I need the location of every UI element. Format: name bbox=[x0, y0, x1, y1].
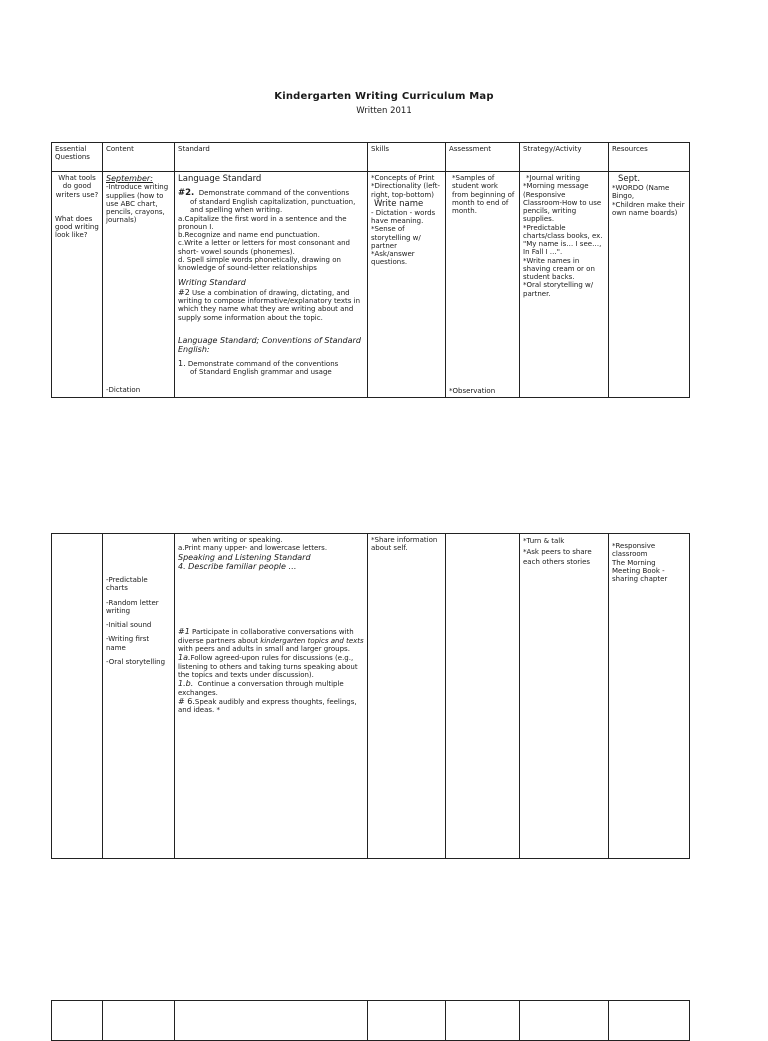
sl1-italic: kindergarten topics and texts bbox=[260, 636, 364, 645]
skills-cell bbox=[368, 172, 446, 398]
header-content: Content bbox=[103, 143, 175, 172]
table-row bbox=[52, 172, 690, 398]
standard-number: #2. bbox=[178, 188, 195, 199]
resource-morning-meeting: The Morning Meeting Book - sharing chapter bbox=[612, 558, 668, 583]
essential-questions-cell bbox=[52, 534, 103, 859]
assessment-cell bbox=[446, 534, 520, 859]
writing-standard-number: #2 bbox=[178, 287, 190, 297]
assessment-cell bbox=[446, 172, 520, 398]
content-oral-storytelling: -Oral storytelling bbox=[106, 657, 166, 666]
strategy-morning-message: *Morning message (Responsive Classroom-How to use pencils, writing supplies. bbox=[523, 182, 602, 224]
standard-item-d: d. Spell simple words phonetically, drawing on knowledge of sound-letter relationships bbox=[178, 255, 341, 273]
empty-cell bbox=[520, 1001, 609, 1041]
strategy-activity-cell bbox=[520, 172, 609, 398]
sl1a-text: Follow agreed-upon rules for discussions (e.g., listening to others and taking turns speaking about the topics and texts under discussion). bbox=[178, 654, 358, 679]
header-strategy-activity: Strategy/Activity bbox=[520, 143, 609, 172]
document-title: Kindergarten Writing Curriculum Map bbox=[274, 91, 494, 102]
table-row bbox=[52, 1001, 690, 1041]
resources-cell bbox=[609, 172, 690, 398]
sl6-number: # 6. bbox=[178, 696, 195, 706]
skill-questions: *Ask/answer questions. bbox=[371, 250, 415, 267]
empty-cell bbox=[368, 1001, 446, 1041]
conventions-text-cont: of Standard English grammar and usage bbox=[190, 368, 332, 377]
writing-standard-text: Use a combination of drawing, dictating, and writing to compose informative/explanatory texts in which they name what they are writing about and supply some information about the topic. bbox=[178, 288, 361, 322]
standard-text: Demonstrate command of the conventions bbox=[198, 189, 350, 198]
empty-cell bbox=[609, 1001, 690, 1041]
content-random-letter: -Random letter writing bbox=[106, 598, 159, 615]
resource-wordo: *WORDO (Name Bingo, bbox=[612, 184, 670, 201]
question-good-writing: What does good writing look like? bbox=[55, 214, 99, 240]
header-standard: Standard bbox=[175, 143, 368, 172]
curriculum-table-september bbox=[51, 142, 690, 398]
writing-standard-heading: Writing Standard bbox=[178, 278, 246, 288]
header-resources: Resources bbox=[609, 143, 690, 172]
resource-name-boards: *Children make their own name boards) bbox=[612, 200, 685, 217]
header-skills: Skills bbox=[368, 143, 446, 172]
sl6-text: Speak audibly and express thoughts, feelings, and ideas. * bbox=[178, 697, 357, 715]
empty-cell bbox=[175, 1001, 368, 1041]
conventions-text: Demonstrate command of the conventions bbox=[187, 359, 339, 368]
question-tools: What tools do good writers use? bbox=[55, 174, 99, 199]
essential-questions-cell bbox=[52, 172, 103, 398]
language-standard-heading: Language Standard bbox=[178, 174, 262, 184]
sl1b-number: 1.b. bbox=[178, 679, 194, 689]
skill-storytelling: *Sense of storytelling w/ partner bbox=[371, 225, 421, 250]
standard-text-cont: of standard English capitalization, punctuation, and spelling when writing. bbox=[190, 198, 356, 215]
strategy-oral-storytelling: *Oral storytelling w/ partner. bbox=[523, 281, 594, 298]
empty-cell bbox=[446, 1001, 520, 1041]
sl1-text-b: with peers and adults in small and larger groups. bbox=[178, 645, 350, 654]
sl1-number: #1 bbox=[178, 627, 190, 637]
standard-describe: 4. Describe familiar people … bbox=[178, 561, 297, 571]
standard-item-b: b.Recognize and name end punctuation. bbox=[178, 231, 320, 240]
curriculum-table-next bbox=[51, 1000, 690, 1041]
content-month: September: bbox=[106, 174, 153, 183]
assessment-observation: *Observation bbox=[449, 386, 496, 395]
header-essential-questions: Essential Questions bbox=[52, 143, 103, 172]
strategy-activity-cell bbox=[520, 534, 609, 859]
skill-directionality: *Directionality (left-right, top-bottom) bbox=[371, 182, 441, 199]
conventions-number: 1. bbox=[178, 358, 186, 368]
content-predictable-charts: -Predictable charts bbox=[106, 576, 148, 593]
empty-cell bbox=[52, 1001, 103, 1041]
content-writing-first-name: -Writing first name bbox=[106, 635, 150, 652]
standard-cell bbox=[175, 172, 368, 398]
resources-month: Sept. bbox=[618, 174, 641, 184]
content-cell bbox=[103, 534, 175, 859]
standard-item-c: c.Write a letter or letters for most consonant and short- vowel sounds (phonemes). bbox=[178, 239, 350, 256]
strategy-predictable-charts: *Predictable charts/class books, ex. "My name is… I see…, In Fall I …". bbox=[523, 223, 603, 257]
empty-cell bbox=[103, 1001, 175, 1041]
skill-dictation: - Dictation - words have meaning. bbox=[371, 208, 436, 226]
sl1b-text: Continue a conversation through multiple exchanges. bbox=[178, 680, 344, 697]
skill-share-information: *Share information about self. bbox=[371, 536, 438, 553]
assessment-samples: *Samples of student work from beginning of month to end of month. bbox=[452, 174, 515, 215]
speaking-listening-heading: Speaking and Listening Standard bbox=[178, 552, 311, 562]
strategy-journal: *Journal writing bbox=[526, 174, 581, 182]
content-initial-sound: -Initial sound bbox=[106, 621, 152, 629]
sl1-text-a: Participate in collaborative conversations with diverse partners about bbox=[178, 628, 354, 645]
skill-concepts-of-print: *Concepts of Print bbox=[371, 174, 435, 182]
content-dictation: -Dictation bbox=[106, 385, 141, 394]
standard-item-a: a.Print many upper- and lowercase letters. bbox=[178, 544, 328, 553]
strategy-turn-talk: *Turn & talk bbox=[523, 537, 565, 545]
sl1a-number: 1a. bbox=[178, 653, 191, 663]
standard-item-a: a.Capitalize the first word in a sentence and the pronoun I. bbox=[178, 214, 347, 231]
curriculum-table-continued bbox=[51, 533, 690, 859]
strategy-ask-peers: *Ask peers to share each others stories bbox=[523, 547, 592, 566]
standard-cont: when writing or speaking. bbox=[192, 536, 283, 544]
skills-cell bbox=[368, 534, 446, 859]
table-row bbox=[52, 534, 690, 859]
skill-write-name: Write name bbox=[374, 198, 424, 209]
content-intro: -Introduce writing supplies (how to use ABC chart, pencils, crayons, journals) bbox=[106, 183, 169, 225]
standard-cell bbox=[175, 534, 368, 859]
document-subtitle: Written 2011 bbox=[356, 106, 412, 116]
header-assessment: Assessment bbox=[446, 143, 520, 172]
content-cell bbox=[103, 172, 175, 398]
header-row bbox=[52, 143, 690, 172]
resource-responsive-classroom: *Responsive classroom bbox=[612, 542, 656, 559]
strategy-write-names: *Write names in shaving cream or on student backs. bbox=[523, 256, 595, 281]
resources-cell bbox=[609, 534, 690, 859]
conventions-heading: Language Standard; Conventions of Standard English: bbox=[178, 335, 361, 355]
